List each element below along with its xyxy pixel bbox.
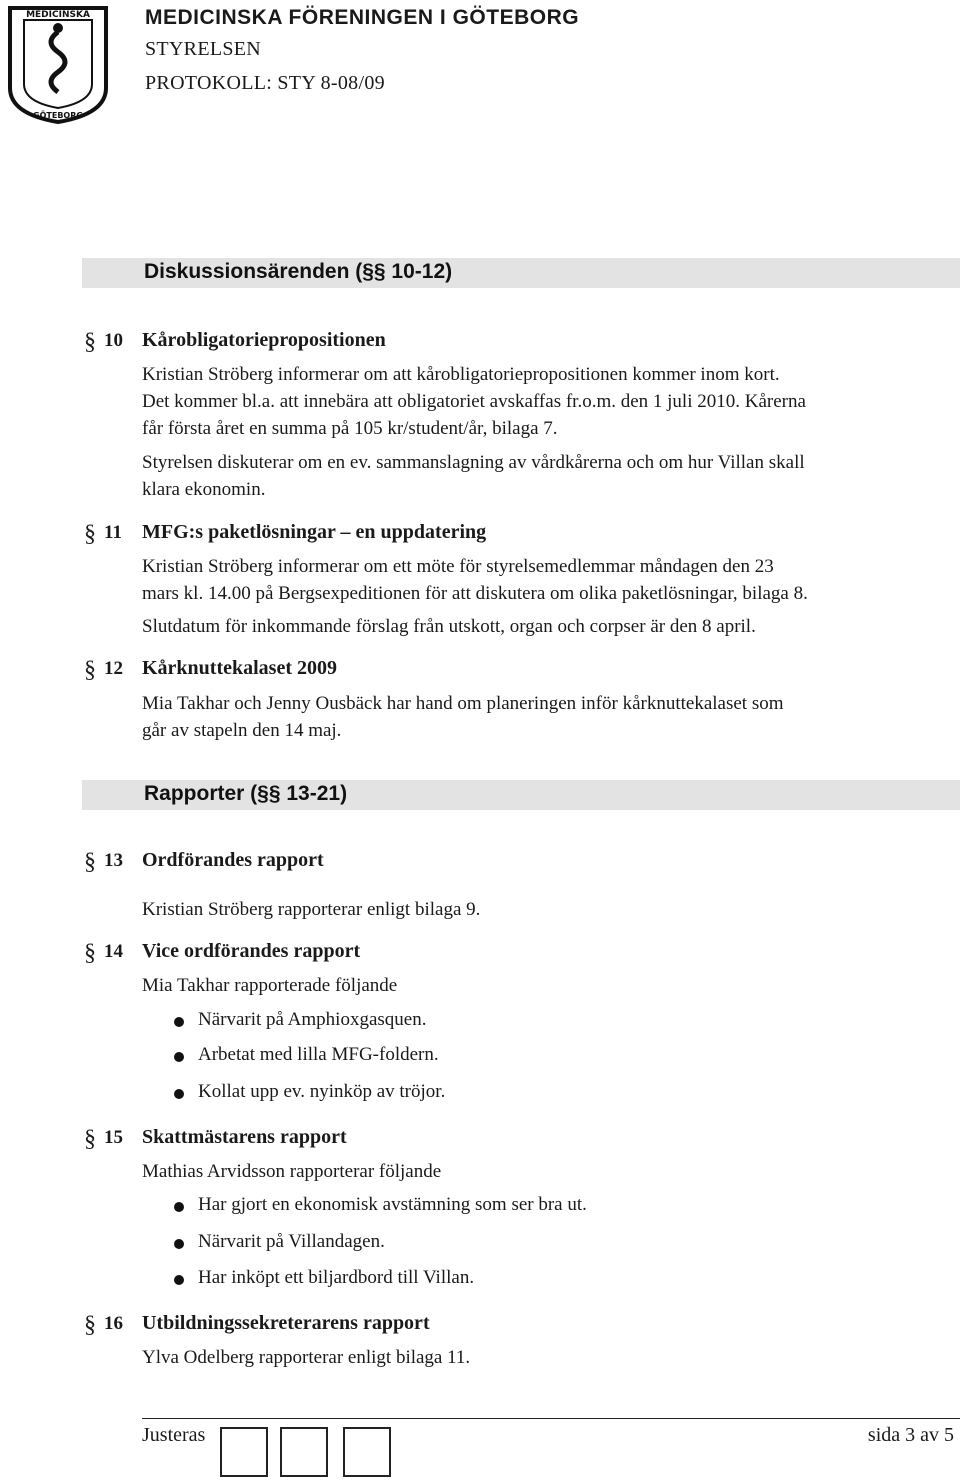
item-text-line: Kristian Ströberg informerar om att kårobligatoriepropositionen kommer inom kort. (142, 364, 780, 385)
section-title: Diskussionsärenden (§§ 10-12) (144, 260, 453, 283)
item-text-line: Kristian Ströberg informerar om ett möte för styrelsemedlemmar måndagen den 23 (142, 556, 774, 577)
justeras-label: Justeras (142, 1424, 206, 1446)
paragraph-icon: § (84, 849, 96, 875)
item-text-line: Mia Takhar och Jenny Ousbäck har hand om planeringen inför kårknuttekalaset som (142, 693, 784, 714)
item-text-line: Det kommer bl.a. att innebära att obligatoriet avskaffas fr.o.m. den 1 juli 2010. Kårerna (142, 391, 806, 412)
item-text-line: mars kl. 14.00 på Bergsexpeditionen för att diskutera om olika paketlösningar, bilaga 8. (142, 583, 808, 604)
item-text-line: Mathias Arvidsson rapporterar följande (142, 1161, 442, 1182)
svg-text:GÖTEBORG: GÖTEBORG (33, 111, 83, 120)
section-title: Rapporter (§§ 13-21) (144, 782, 348, 805)
item-text-line: går av stapeln den 14 maj. (142, 720, 342, 741)
footer-divider (142, 1418, 960, 1419)
bullet-item: Har inköpt ett biljardbord till Villan. (198, 1267, 475, 1288)
item-title: Vice ordförandes rapport (142, 940, 361, 962)
bullet-icon (174, 1275, 184, 1285)
bullet-icon (174, 1239, 184, 1249)
section-bar-reports (82, 780, 960, 810)
item-text-line: Slutdatum för inkommande förslag från utskott, organ och corpser är den 8 april. (142, 616, 756, 637)
item-text-line: Kristian Ströberg rapporterar enligt bilaga 9. (142, 899, 481, 920)
item-title: Ordförandes rapport (142, 849, 324, 871)
paragraph-icon: § (84, 521, 96, 547)
item-text-line: Styrelsen diskuterar om en ev. sammanslagning av vårdkårerna och om hur Villan skall (142, 452, 805, 473)
paragraph-icon: § (84, 1312, 96, 1338)
item-number: 11 (104, 522, 122, 543)
board-name: STYRELSEN (145, 38, 262, 60)
item-number: 13 (104, 850, 123, 871)
bullet-item: Arbetat med lilla MFG-foldern. (198, 1044, 439, 1065)
paragraph-icon: § (84, 329, 96, 355)
bullet-item: Närvarit på Amphioxgasquen. (198, 1009, 427, 1030)
item-text-line: klara ekonomin. (142, 479, 266, 500)
bullet-item: Kollat upp ev. nyinköp av tröjor. (198, 1081, 446, 1102)
bullet-icon (174, 1202, 184, 1212)
item-number: 16 (104, 1313, 123, 1334)
protocol-number: PROTOKOLL: STY 8-08/09 (145, 72, 385, 94)
item-title: Kårobligatoriepropositionen (142, 329, 386, 351)
item-title: Kårknuttekalaset 2009 (142, 657, 337, 679)
item-text-line: får första året en summa på 105 kr/student/år, bilaga 7. (142, 418, 558, 439)
item-text-line: Ylva Odelberg rapporterar enligt bilaga 11. (142, 1347, 471, 1368)
item-title: Skattmästarens rapport (142, 1126, 347, 1148)
signature-box[interactable] (220, 1427, 268, 1477)
page-number: sida 3 av 5 (867, 1424, 954, 1446)
bullet-item: Närvarit på Villandagen. (198, 1231, 385, 1252)
signature-box[interactable] (280, 1427, 328, 1477)
paragraph-icon: § (84, 940, 96, 966)
item-title: Utbildningssekreterarens rapport (142, 1312, 430, 1334)
organization-name: MEDICINSKA FÖRENINGEN I GÖTEBORG (145, 6, 580, 29)
bullet-icon (174, 1089, 184, 1099)
signature-box[interactable] (343, 1427, 391, 1477)
item-number: 15 (104, 1127, 123, 1148)
item-title: MFG:s paketlösningar – en uppdatering (142, 521, 487, 543)
association-seal-logo (2, 2, 114, 124)
paragraph-icon: § (84, 1126, 96, 1152)
bullet-icon (174, 1017, 184, 1027)
section-bar-discussion (82, 258, 960, 288)
item-text-line: Mia Takhar rapporterade följande (142, 975, 398, 996)
svg-text:MEDICINSKA: MEDICINSKA (26, 10, 90, 20)
item-number: 10 (104, 330, 123, 351)
item-number: 14 (104, 941, 123, 962)
bullet-item: Har gjort en ekonomisk avstämning som ser bra ut. (198, 1194, 587, 1215)
item-number: 12 (104, 658, 123, 679)
paragraph-icon: § (84, 657, 96, 683)
bullet-icon (174, 1052, 184, 1062)
